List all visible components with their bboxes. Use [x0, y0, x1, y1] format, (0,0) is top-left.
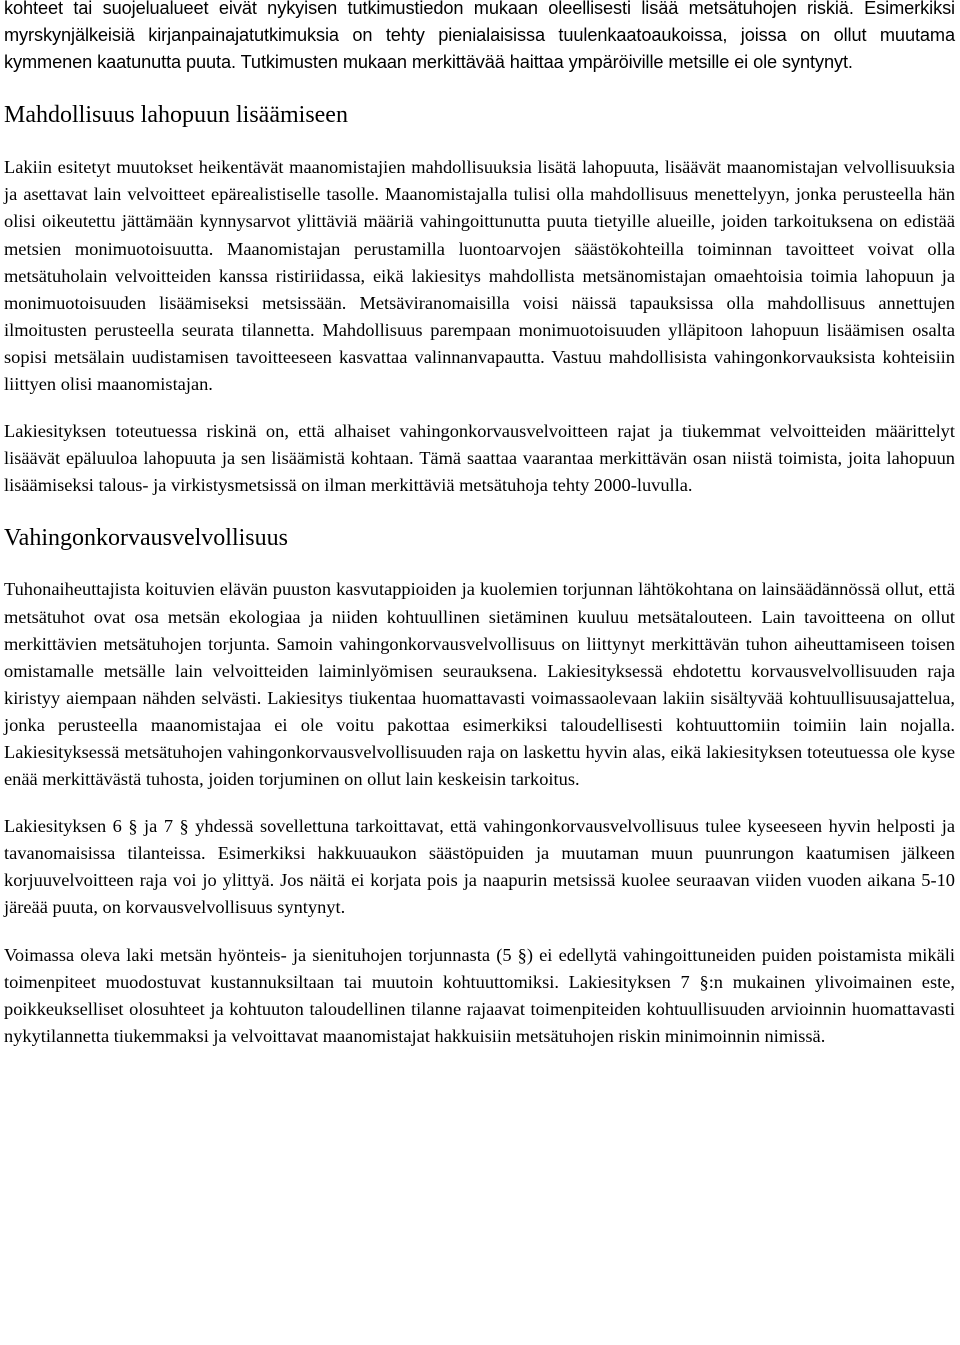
paragraph-vahingonkorvaus-1: Tuhonaiheuttajista koituvien elävän puuston kasvutappioiden ja kuolemien torjunnan lähtökohtana on lainsäädännössä ollut, että metsätuhot ovat osa metsän ekologiaa ja niiden kohtuullinen sietäminen kuuluu metsätalouteen. Lain tavoitteena on ollut merkittävien metsätuhojen torjunta. Samoin vahingonkorvausvelvollisuus on liittynyt merkittävän tuhon aiheuttamiseen toisen omistamalle metsälle lain velvoitteiden laiminlyömisen seurauksena. Lakiesityksessä ehdotettu korvausvelvollisuuden raja kiristyy aiempaan nähden selvästi. Lakiesitys tiukentaa huomattavasti voimassaolevaan lakiin sisältyvää kohtuullisuusajattelua, jonka perusteella maanomistajaa ei ole voitu pakottaa esimerkiksi taloudellisesti kohtuuttomiin toimiin lain nojalla. Lakiesityksessä metsätuhojen vahingonkorvausvelvollisuuden raja on laskettu hyvin alas, eikä lakiesityksen toteutuessa ole kyse enää merkittävästä tuhosta, joiden torjuminen on ollut lain keskeisin tarkoitus. [4, 579, 955, 790]
document-page [4, 0, 955, 1050]
section-heading-vahingonkorvaus: Vahingonkorvausvelvollisuus [4, 525, 288, 552]
intro-paragraph: kohteet tai suojelualueet eivät nykyisen tutkimustiedon mukaan oleellisesti lisää metsätuhojen riskiä. Esimerkiksi myrskynjälkeisiä kirjanpainajatutkimuksia on tehty pienialaisissa tuulenkaatoaukoissa, joissa on ollut muutama kymmenen kaatunutta puuta. Tutkimusten mukaan merkittävää haittaa ympäröiville metsille ei ole syntynyt. [4, 0, 955, 73]
paragraph-vahingonkorvaus-3: Voimassa oleva laki metsän hyönteis- ja sienituhojen torjunnasta (5 §) ei edellytä vahingoittuneiden puiden poistamista mikäli toimenpiteet muodostuvat kustannuksiltaan tai muutoin kohtuuttomiksi. Lakiesityksen 7 §:n mukainen ylivoimainen este, poikkeukselliset olosuhteet ja kohtuuton taloudellinen tilanne rajaavat toimenpiteiden kohtuullisuuden arvioinnin huomattavasti nykytilannetta tiukemmaksi ja velvoittavat maanomistajat hakkuisiin metsätuhojen riskin minimoinnin nimissä. [4, 944, 955, 1046]
section-heading-lahopuu: Mahdollisuus lahopuun lisäämiseen [4, 102, 348, 129]
paragraph-lahopuu-2: Lakiesityksen toteutuessa riskinä on, että alhaiset vahingonkorvausvelvoitteen rajat ja tiukemmat velvoitteiden määrittelyt lisäävät epäluuloa lahopuuta ja sen lisäämistä kohtaan. Tämä saattaa vaarantaa merkittävän osan niistä toimista, joita lahopuun lisäämiseksi talous- ja virkistysmetsissä on ilman merkittäviä metsätuhoja tehty 2000-luvulla. [4, 421, 955, 496]
paragraph-vahingonkorvaus-2: Lakiesityksen 6 § ja 7 § yhdessä sovellettuna tarkoittavat, että vahingonkorvausvelvollisuus tulee kyseeseen hyvin helposti ja tavanomaisissa tilanteissa. Esimerkiksi hakkuuaukon säästöpuiden ja muutaman muun puunrungon kaatumisen jälkeen korjuuvelvoitteen raja voi jo ylittyä. Jos näitä ei korjata pois ja naapurin metsissä kuolee seuraavan viiden vuoden aikana 5-10 järeää puuta, on korvausvelvollisuus syntynyt. [4, 816, 955, 918]
paragraph-lahopuu-1: Lakiin esitetyt muutokset heikentävät maanomistajien mahdollisuuksia lisätä lahopuuta, lisäävät maanomistajan velvollisuuksia ja asettavat lain velvoitteet epärealistiselle tasolle. Maanomistajalla tulisi olla mahdollisuus menettelyyn, jonka perusteella hän olisi oikeutettu jättämään kynnysarvot ylittäviä määriä vahingoittunutta puuta tietyille alueille, joiden tarkoituksena on edistää metsien monimuotoisuutta. Maanomistajan perustamilla luontoarvojen säästökohteilla toiminnan tavoitteet voivat olla metsätuholain velvoitteiden kanssa ristiriidassa, eikä lakiesitys mahdollista metsänomistajan omaehtoisia toimia lahopuun ja monimuotoisuuden lisäämiseksi metsissään. Metsäviranomaisilla voisi näissä tapauksissa olla mahdollisuus annettujen ilmoitusten perusteella seurata tilannetta. Mahdollisuus parempaan monimuotoisuuden ylläpitoon lahopuun lisäämisen osalta sopisi metsälain uudistamisen tavoitteeseen kasvattaa valinnanvapautta. Vastuu mahdollisista vahingonkorvauksista kohteisiin liittyen olisi maanomistajan. [4, 157, 955, 395]
